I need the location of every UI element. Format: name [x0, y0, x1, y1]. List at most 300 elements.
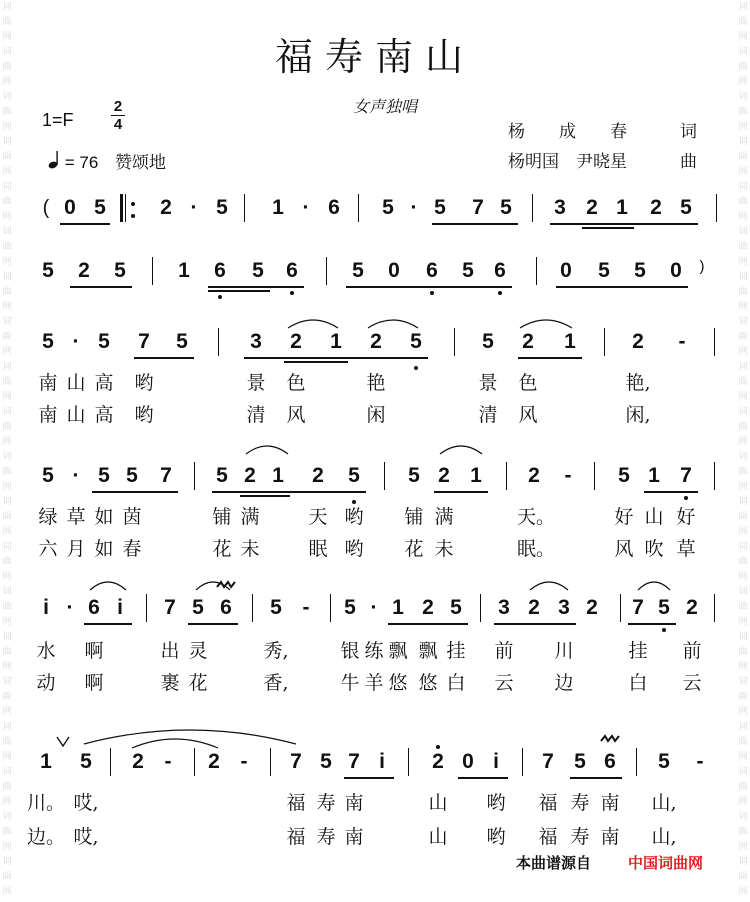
watermark-char: 词 [2, 407, 12, 417]
note: 5 [216, 196, 228, 219]
octave-dot [218, 295, 222, 299]
underline [240, 495, 290, 497]
note: 7 [632, 596, 644, 619]
watermark-char: 网 [2, 32, 12, 42]
note: 5 [344, 596, 356, 619]
lyric-syllable: 川。 [26, 792, 66, 814]
lyric-syllable: 白 [446, 672, 466, 694]
lyric-syllable: 铺 [404, 506, 424, 528]
watermark-char: 词 [2, 452, 12, 462]
lyric-syllable: 茵 [122, 506, 142, 528]
watermark-char: 词 [738, 47, 748, 57]
watermark-char: 词 [738, 452, 748, 462]
barline [110, 748, 111, 776]
note: ) [699, 258, 705, 275]
underline [388, 623, 468, 625]
barline [454, 328, 455, 356]
note: 2 [528, 596, 540, 619]
lyric-syllable: 南 [38, 404, 58, 426]
watermark-char: 网 [738, 887, 748, 897]
watermark-char: 词 [2, 227, 12, 237]
underline [60, 223, 110, 225]
note: 5 [482, 330, 494, 353]
note: 5 [114, 259, 126, 282]
lyric-syllable: 福 [286, 792, 306, 814]
watermark-char: 词 [2, 272, 12, 282]
watermark-char: 网 [738, 167, 748, 177]
lyric-syllable: 哟 [344, 538, 364, 560]
note: 5 [434, 196, 446, 219]
barline [194, 462, 195, 490]
octave-dot [430, 291, 434, 295]
lyric-syllable: 动 [36, 672, 56, 694]
lyric-syllable: 春 [122, 538, 142, 560]
watermark-char: 词 [2, 767, 12, 777]
note: 2 [686, 596, 698, 619]
watermark-char: 词 [738, 227, 748, 237]
note: - [302, 596, 310, 619]
lyric-syllable: 白 [628, 672, 648, 694]
note: 6 [426, 259, 438, 282]
note: 0 [388, 259, 400, 282]
note: 1 [648, 464, 660, 487]
lyric-syllable: 景 [478, 372, 498, 394]
lyric-syllable: 风 [518, 404, 538, 426]
watermark-char: 词 [2, 587, 12, 597]
lyric-syllable: 山 [428, 792, 448, 814]
slur [244, 442, 290, 456]
lyric-syllable: 天。 [516, 506, 556, 528]
lyric-syllable: 秀, [263, 640, 289, 662]
barline [480, 594, 481, 622]
lyric-syllable: 南 [600, 826, 620, 848]
note: 2 [312, 464, 324, 487]
note: 0 [64, 196, 76, 219]
note: 2 [370, 330, 382, 353]
note: 6 [88, 596, 100, 619]
barline [506, 462, 507, 490]
watermark-char: 网 [2, 842, 12, 852]
octave-dot [662, 628, 666, 632]
note: 5 [42, 259, 54, 282]
barline [326, 257, 327, 285]
watermark-char: 网 [738, 437, 748, 447]
watermark-char: 词 [2, 542, 12, 552]
lyric-syllable: 边。 [26, 826, 66, 848]
watermark-char: 网 [738, 302, 748, 312]
lyric-syllable: 飘 [388, 640, 408, 662]
note: 5 [658, 750, 670, 773]
watermark-char: 网 [738, 572, 748, 582]
lyric-syllable: 啊 [84, 672, 104, 694]
octave-dot [436, 745, 440, 749]
note: 5 [80, 750, 92, 773]
watermark-char: 曲 [2, 422, 12, 432]
lyric-syllable: 清 [246, 404, 266, 426]
watermark-char: 曲 [738, 467, 748, 477]
note: 3 [558, 596, 570, 619]
underline [208, 286, 304, 288]
barline [146, 594, 147, 622]
watermark-char: 曲 [738, 782, 748, 792]
watermark-char: 网 [2, 347, 12, 357]
underline [346, 286, 512, 288]
watermark-char: 词 [738, 812, 748, 822]
barline [152, 257, 153, 285]
note: 6 [286, 259, 298, 282]
barline [536, 257, 537, 285]
watermark-char: 网 [2, 212, 12, 222]
lyric-syllable: 色 [518, 372, 538, 394]
note: 5 [176, 330, 188, 353]
lyricist-role: 词 [680, 122, 697, 142]
time-signature-bottom: 4 [113, 116, 123, 133]
watermark-char: 曲 [2, 872, 12, 882]
watermark-char: 曲 [2, 287, 12, 297]
note: 1 [272, 464, 284, 487]
lyric-syllable: 悠 [388, 672, 408, 694]
lyric-syllable: 挂 [446, 640, 466, 662]
barline [358, 194, 359, 222]
score-system-3 [0, 326, 750, 366]
lyric-syllable: 南 [344, 826, 364, 848]
lyric-syllable: 草 [676, 538, 696, 560]
watermark-char: 网 [2, 122, 12, 132]
lyric-syllable: 眠 [308, 538, 328, 560]
watermark-char: 曲 [2, 197, 12, 207]
watermark-char: 曲 [2, 827, 12, 837]
watermark-char: 曲 [2, 107, 12, 117]
note: 5 [462, 259, 474, 282]
note: 7 [164, 596, 176, 619]
note: ( [42, 197, 50, 219]
note: 1 [564, 330, 576, 353]
underline [212, 491, 366, 493]
underline [434, 491, 488, 493]
watermark-char: 词 [2, 92, 12, 102]
lyric-syllable: 如 [94, 538, 114, 560]
note: - [240, 750, 248, 773]
repeat-barline [120, 194, 123, 222]
lyric-syllable: 川 [554, 640, 574, 662]
watermark-char: 网 [2, 437, 12, 447]
lyric-syllable: 寿 [316, 826, 336, 848]
watermark-char: 网 [738, 662, 748, 672]
octave-dot [352, 500, 356, 504]
lyric-syllable: 出 [160, 640, 180, 662]
watermark-char: 网 [738, 347, 748, 357]
lyric-syllable: 飘 [418, 640, 438, 662]
watermark-char: 词 [738, 857, 748, 867]
note: 1 [272, 196, 284, 219]
watermark-char: 曲 [738, 152, 748, 162]
score-system-2 [0, 255, 750, 295]
note: 5 [98, 464, 110, 487]
underline [92, 491, 178, 493]
note: 1 [40, 750, 52, 773]
watermark-char: 曲 [2, 692, 12, 702]
lyric-syllable: 眠。 [516, 538, 556, 560]
barline [522, 748, 523, 776]
lyric-syllable: 山 [644, 506, 664, 528]
site-link[interactable]: 中国词曲网 [628, 854, 704, 872]
note: - [164, 750, 172, 773]
note: · [66, 596, 74, 619]
repeat-dot [131, 214, 135, 218]
watermark-char: 曲 [738, 557, 748, 567]
underline [344, 777, 394, 779]
lyric-syllable: 哟 [134, 404, 154, 426]
repeat-dot [131, 202, 135, 206]
slur [528, 578, 570, 592]
breath-mark-icon [56, 736, 70, 748]
underline [644, 491, 698, 493]
watermark-char: 网 [2, 752, 12, 762]
lyric-syllable: 水 [36, 640, 56, 662]
note: 2 [132, 750, 144, 773]
lyric-syllable: 好 [676, 506, 696, 528]
note: 1 [178, 259, 190, 282]
lyric-syllable: 花 [188, 672, 208, 694]
lyric-syllable: 前 [682, 640, 702, 662]
watermark-char: 词 [738, 407, 748, 417]
barline [194, 748, 195, 776]
note: · [72, 330, 80, 353]
tempo-marking [48, 148, 166, 173]
note: 2 [632, 330, 644, 353]
watermark-char: 网 [2, 302, 12, 312]
watermark-char: 词 [2, 2, 12, 12]
composer-name: 杨明国 尹晓星 [508, 152, 627, 172]
barline [594, 462, 595, 490]
watermark-char: 曲 [738, 332, 748, 342]
watermark-char: 曲 [738, 287, 748, 297]
watermark-char: 曲 [2, 512, 12, 522]
lyric-syllable: 啊 [84, 640, 104, 662]
score-system-1 [0, 192, 750, 232]
lyric-syllable: 挂 [628, 640, 648, 662]
watermark-char: 网 [738, 842, 748, 852]
note: 7 [348, 750, 360, 773]
note: 7 [680, 464, 692, 487]
watermark-char: 词 [738, 722, 748, 732]
lyric-syllable: 哟 [486, 826, 506, 848]
watermark-char: 网 [738, 77, 748, 87]
watermark-char: 词 [2, 722, 12, 732]
lyric-syllable: 闲, [625, 404, 651, 426]
watermark-char: 曲 [738, 872, 748, 882]
note: 2 [432, 750, 444, 773]
lyric-syllable: 灵 [188, 640, 208, 662]
note: 5 [126, 464, 138, 487]
note: 5 [574, 750, 586, 773]
lyric-syllable: 山 [66, 404, 86, 426]
repeat-barline [125, 194, 126, 222]
note: 5 [598, 259, 610, 282]
note: 5 [252, 259, 264, 282]
watermark-char: 曲 [2, 17, 12, 27]
watermark-char: 网 [738, 122, 748, 132]
note: i [379, 750, 385, 773]
note: 6 [214, 259, 226, 282]
slur [518, 316, 574, 330]
note: 7 [472, 196, 484, 219]
watermark-char: 词 [738, 92, 748, 102]
note: - [696, 750, 704, 773]
underline [84, 623, 132, 625]
barline [244, 194, 245, 222]
octave-dot [290, 291, 294, 295]
barline [330, 594, 331, 622]
watermark-char: 曲 [738, 692, 748, 702]
watermark-char: 网 [2, 527, 12, 537]
lyric-syllable: 好 [614, 506, 634, 528]
lyric-syllable: 南 [600, 792, 620, 814]
watermark-char: 词 [738, 677, 748, 687]
lyric-syllable: 艳 [366, 372, 386, 394]
lyric-syllable: 天 [308, 506, 328, 528]
note: 0 [462, 750, 474, 773]
underline [208, 290, 270, 292]
watermark-char: 网 [738, 617, 748, 627]
watermark-char: 网 [2, 572, 12, 582]
note: 2 [650, 196, 662, 219]
lyric-syllable: 福 [538, 826, 558, 848]
watermark-char: 网 [2, 257, 12, 267]
note: 5 [216, 464, 228, 487]
lyric-syllable: 寿 [570, 792, 590, 814]
slur [438, 442, 484, 456]
lyric-syllable: 风 [286, 404, 306, 426]
lyric-syllable: 山, [651, 792, 677, 814]
watermark-char: 曲 [2, 557, 12, 567]
lyric-syllable: 花 [404, 538, 424, 560]
watermark-char: 网 [2, 797, 12, 807]
lyric-syllable: 山 [66, 372, 86, 394]
lyric-syllable: 云 [494, 672, 514, 694]
lyric-syllable: 未 [434, 538, 454, 560]
key-signature: 1=F [42, 110, 74, 130]
note: 2 [290, 330, 302, 353]
watermark-char: 词 [738, 317, 748, 327]
watermark-char: 曲 [738, 737, 748, 747]
note: 5 [618, 464, 630, 487]
underline [134, 357, 194, 359]
watermark-char: 曲 [738, 827, 748, 837]
lyric-syllable: 未 [240, 538, 260, 560]
note: 2 [522, 330, 534, 353]
underline [494, 623, 576, 625]
barline [384, 462, 385, 490]
underline [458, 777, 508, 779]
watermark-char: 网 [2, 887, 12, 897]
lyricist-name: 杨 成 春 [508, 122, 627, 142]
note: 0 [560, 259, 572, 282]
watermark-char: 曲 [738, 107, 748, 117]
note: 5 [500, 196, 512, 219]
note: 5 [42, 330, 54, 353]
watermark-char: 曲 [2, 467, 12, 477]
underline [188, 623, 238, 625]
watermark-char: 曲 [2, 377, 12, 387]
lyric-syllable: 艳, [625, 372, 651, 394]
note: 7 [138, 330, 150, 353]
note: 5 [320, 750, 332, 773]
note: - [564, 464, 572, 487]
score-system-6 [0, 746, 750, 786]
lyric-syllable: 山 [428, 826, 448, 848]
underline [284, 361, 348, 363]
barline [532, 194, 533, 222]
watermark-char: 网 [738, 527, 748, 537]
lyric-syllable: 清 [478, 404, 498, 426]
lyric-syllable: 银 [340, 640, 360, 662]
watermark-char: 词 [738, 182, 748, 192]
slur [366, 316, 420, 330]
watermark-char: 词 [738, 137, 748, 147]
note: 5 [270, 596, 282, 619]
note: 6 [604, 750, 616, 773]
lyric-syllable: 风 [614, 538, 634, 560]
underline [70, 286, 132, 288]
lyric-syllable: 寿 [316, 792, 336, 814]
watermark-char: 词 [2, 857, 12, 867]
watermark-char: 词 [738, 632, 748, 642]
watermark-char: 词 [738, 362, 748, 372]
note: 1 [470, 464, 482, 487]
lyric-syllable: 如 [94, 506, 114, 528]
watermark-char: 曲 [738, 512, 748, 522]
lyric-syllable: 哟 [344, 506, 364, 528]
watermark-char: 曲 [738, 377, 748, 387]
watermark-char: 词 [2, 47, 12, 57]
barline [620, 594, 621, 622]
watermark-char: 网 [2, 482, 12, 492]
note: 7 [542, 750, 554, 773]
lyric-syllable: 景 [246, 372, 266, 394]
note: 2 [208, 750, 220, 773]
note: · [370, 596, 378, 619]
watermark-char: 网 [738, 752, 748, 762]
lyric-syllable: 悠 [418, 672, 438, 694]
watermark-char: 网 [2, 707, 12, 717]
note: 6 [328, 196, 340, 219]
note: 2 [78, 259, 90, 282]
watermark-char: 网 [738, 257, 748, 267]
watermark-char: 词 [2, 812, 12, 822]
note: 5 [98, 330, 110, 353]
lyric-syllable: 草 [66, 506, 86, 528]
note: 5 [348, 464, 360, 487]
watermark-char: 网 [738, 392, 748, 402]
note: 5 [192, 596, 204, 619]
note: 5 [408, 464, 420, 487]
underline [628, 623, 676, 625]
watermark-char: 曲 [2, 62, 12, 72]
barline [714, 594, 715, 622]
lyric-syllable: 六 [38, 538, 58, 560]
watermark-char: 网 [2, 662, 12, 672]
watermark-char: 网 [738, 32, 748, 42]
watermark-char: 网 [738, 707, 748, 717]
lyric-syllable: 高 [94, 372, 114, 394]
watermark-char: 词 [2, 362, 12, 372]
note: 3 [250, 330, 262, 353]
source-note: 本曲谱源自 [516, 854, 592, 872]
lyric-syllable: 羊 [364, 672, 384, 694]
lyric-syllable: 铺 [212, 506, 232, 528]
watermark-char: 网 [738, 797, 748, 807]
